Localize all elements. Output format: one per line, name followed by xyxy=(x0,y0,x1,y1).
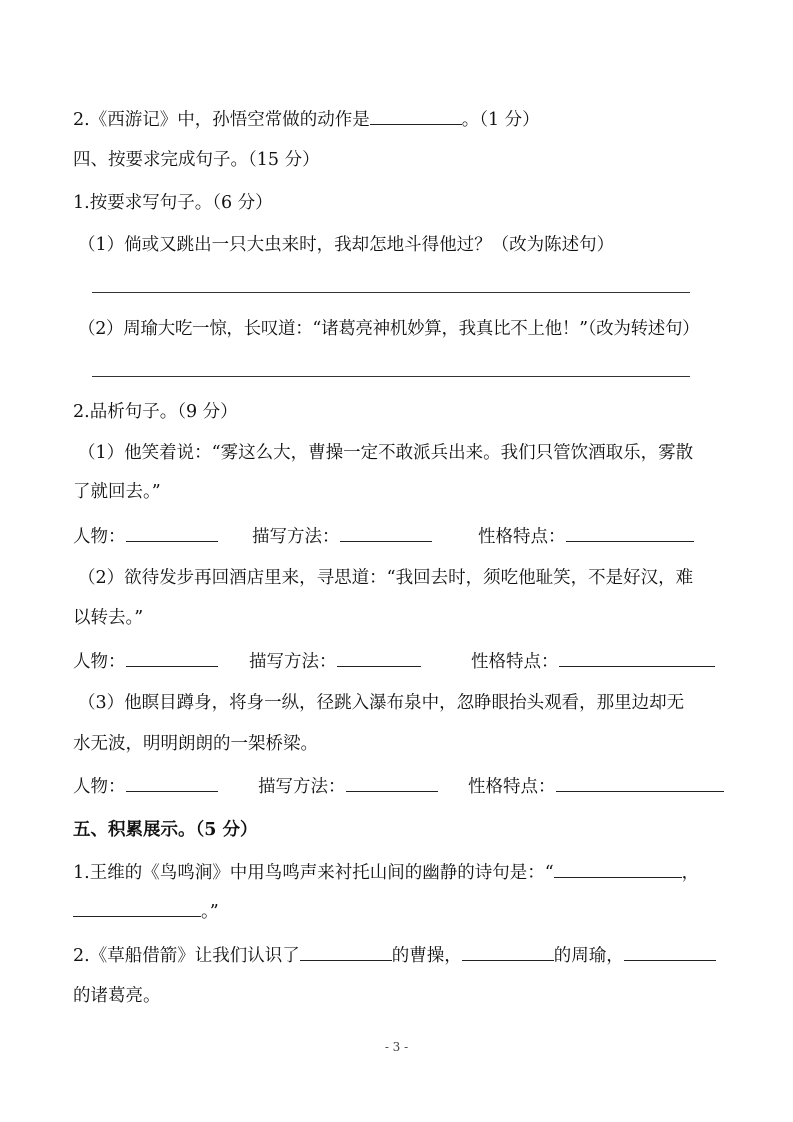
question-xiyouji: 2.《西游记》中，孙悟空常做的动作是 。（1 分） xyxy=(73,106,540,132)
s4-q1-item1: （1）倘或又跳出一只大虫来时，我却怎地斗得他过？（改为陈述句） xyxy=(78,235,615,255)
answer-blank[interactable] xyxy=(340,523,432,542)
s5-q1-line2: 。” xyxy=(73,898,219,924)
answer-blank[interactable] xyxy=(566,523,694,542)
person-field: 人物： xyxy=(73,773,218,799)
answer-blank[interactable] xyxy=(556,773,724,792)
method-field: 描写方法： xyxy=(252,523,432,549)
method-field: 描写方法： xyxy=(249,648,421,674)
answer-blank[interactable] xyxy=(370,106,462,125)
s5-q1-line1: 1.王维的《鸟鸣涧》中用鸟鸣声来衬托山间的幽静的诗句是：“ ， xyxy=(73,859,699,885)
trait-field: 性格特点： xyxy=(468,773,724,799)
answer-line[interactable] xyxy=(92,376,690,377)
answer-blank[interactable] xyxy=(126,648,218,667)
s4-q2-item1-line1: （1）他笑着说：“雾这么大，曹操一定不敢派兵出来。我们只管饮酒取乐，雾散 xyxy=(78,443,694,463)
person-field: 人物： xyxy=(73,523,218,549)
section-4-title: 四、按要求完成句子。（15 分） xyxy=(73,150,320,170)
answer-blank[interactable] xyxy=(126,773,218,792)
trait-field: 性格特点： xyxy=(478,523,694,549)
section-5-title: 五、积累展示。（5 分） xyxy=(73,820,258,840)
s4-q2-item2-line1: （2）欲待发步再回酒店里来，寻思道：“我回去时，须吃他耻笑，不是好汉，难 xyxy=(78,568,694,588)
answer-line[interactable] xyxy=(92,292,690,293)
s4-q2-item3-line1: （3）他瞑目蹲身，将身一纵，径跳入瀑布泉中，忽睁眼抬头观看，那里边却无 xyxy=(78,693,685,713)
s5-q2-line2: 的诸葛亮。 xyxy=(73,986,161,1006)
trait-field: 性格特点： xyxy=(471,648,715,674)
answer-blank[interactable] xyxy=(462,942,554,961)
answer-blank[interactable] xyxy=(624,942,716,961)
answer-blank[interactable] xyxy=(73,898,201,917)
person-field: 人物： xyxy=(73,648,218,674)
page-number: - 3 - xyxy=(384,1040,409,1054)
s4-q1-title: 1.按要求写句子。（6 分） xyxy=(73,193,273,213)
s4-q1-item2: （2）周瑜大吃一惊，长叹道：“诸葛亮神机妙算，我真比不上他！”（改为转述句） xyxy=(78,319,700,339)
s5-q2-line1: 2.《草船借箭》让我们认识了 的曹操， 的周瑜， xyxy=(73,942,716,968)
s4-q2-item2-line2: 以转去。” xyxy=(73,608,144,628)
answer-blank[interactable] xyxy=(300,942,392,961)
s4-q2-title: 2.品析句子。（9 分） xyxy=(73,402,238,422)
answer-blank[interactable] xyxy=(554,859,682,878)
answer-blank[interactable] xyxy=(337,648,421,667)
method-field: 描写方法： xyxy=(258,773,438,799)
answer-blank[interactable] xyxy=(346,773,438,792)
answer-blank[interactable] xyxy=(559,648,715,667)
answer-blank[interactable] xyxy=(126,523,218,542)
s4-q2-item1-line2: 了就回去。” xyxy=(73,482,161,502)
s4-q2-item3-line2: 水无波，明明朗朗的一架桥梁。 xyxy=(73,734,318,754)
